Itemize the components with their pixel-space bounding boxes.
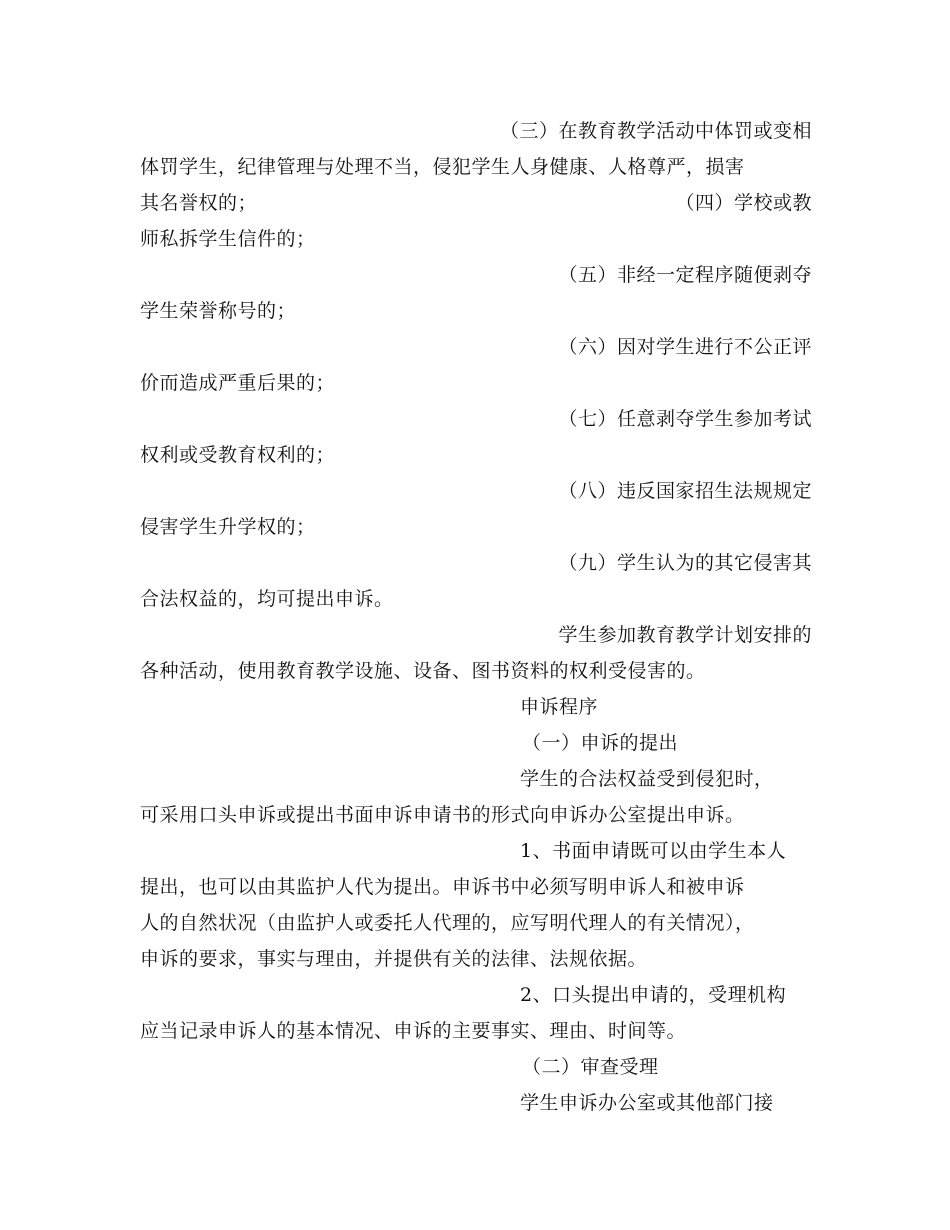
text-line: 价而造成严重后果的； bbox=[140, 372, 336, 394]
text-line: （五）非经一定程序随便剥夺 bbox=[558, 264, 812, 286]
text-line: （九）学生认为的其它侵害其 bbox=[558, 552, 812, 574]
text-line: 体罚学生，纪律管理与处理不当，侵犯学生人身健康、人格尊严，损害 bbox=[140, 156, 745, 178]
text-line: 权利或受教育权利的； bbox=[140, 444, 336, 466]
text-line: 学生荣誉称号的； bbox=[140, 300, 297, 322]
text-line: 侵害学生升学权的； bbox=[140, 516, 316, 538]
text-line: 提出，也可以由其监护人代为提出。申诉书中必须写明申诉人和被申诉 bbox=[140, 876, 745, 898]
text-line: （八）违反国家招生法规规定 bbox=[558, 480, 812, 502]
section-heading: （二）审查受理 bbox=[522, 1056, 659, 1078]
text-line: 应当记录申诉人的基本情况、申诉的主要事实、理由、时间等。 bbox=[140, 1020, 687, 1042]
text-line: （六）因对学生进行不公正评 bbox=[558, 336, 812, 358]
text-line: 师私拆学生信件的； bbox=[140, 228, 316, 250]
text-line: 申诉的要求，事实与理由，并提供有关的法律、法规依据。 bbox=[140, 948, 648, 970]
text-line: （四）学校或教 bbox=[675, 192, 812, 214]
text-line: 人的自然状况（由监护人或委托人代理的，应写明代理人的有关情况）， bbox=[140, 912, 755, 934]
text-line: 1、书面申请既可以由学生本人 bbox=[520, 840, 787, 862]
text-line: （七）任意剥夺学生参加考试 bbox=[558, 408, 812, 430]
text-line: 可采用口头申诉或提出书面申诉申请书的形式向申诉办公室提出申诉。 bbox=[140, 804, 745, 826]
text-line: 各种活动，使用教育教学设施、设备、图书资料的权利受侵害的。 bbox=[140, 660, 706, 682]
section-heading: 申诉程序 bbox=[520, 696, 599, 718]
section-heading: （一）申诉的提出 bbox=[522, 732, 679, 754]
text-line: （三）在教育教学活动中体罚或变相 bbox=[499, 120, 812, 142]
text-line: 学生参加教育教学计划安排的 bbox=[558, 624, 812, 646]
text-line: 其名誉权的； bbox=[140, 192, 258, 214]
text-line: 合法权益的，均可提出申诉。 bbox=[140, 588, 394, 610]
text-line: 学生申诉办公室或其他部门接 bbox=[520, 1092, 774, 1114]
text-line: 学生的合法权益受到侵犯时， bbox=[520, 768, 774, 790]
text-line: 2、口头提出申请的，受理机构 bbox=[520, 984, 787, 1006]
